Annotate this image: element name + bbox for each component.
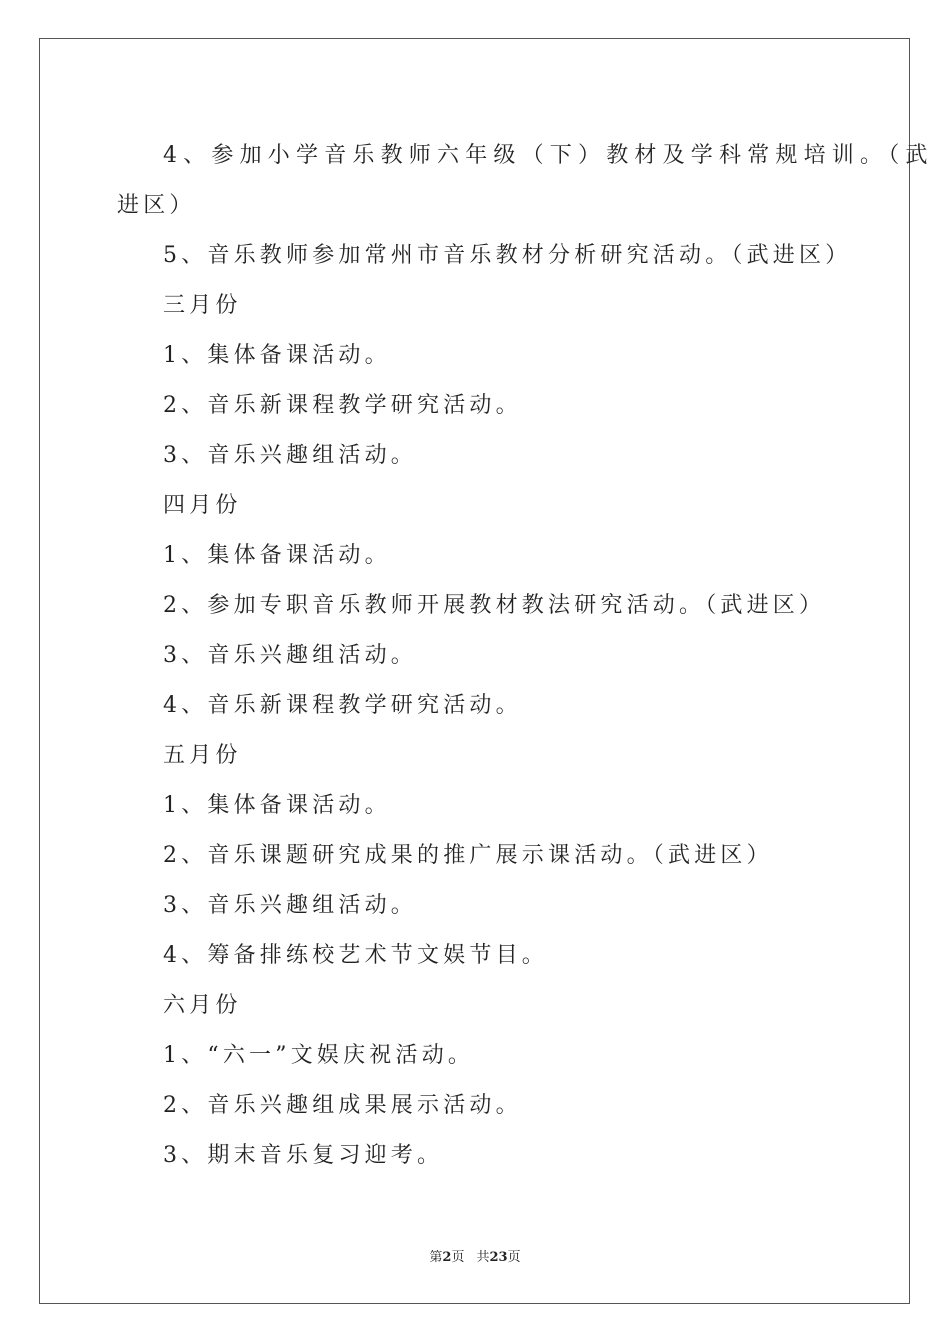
list-item: 1、集体备课活动。 bbox=[163, 343, 391, 368]
list-item: 1、“六一”文娱庆祝活动。 bbox=[163, 1043, 475, 1068]
paragraph-line: 进区） bbox=[117, 193, 196, 218]
list-item: 3、音乐兴趣组活动。 bbox=[163, 443, 417, 468]
month-heading: 三月份 bbox=[163, 293, 242, 318]
total-pages: 23 bbox=[489, 1250, 508, 1265]
page-footer bbox=[0, 1246, 950, 1265]
month-heading: 六月份 bbox=[163, 993, 242, 1018]
list-item: 2、音乐兴趣组成果展示活动。 bbox=[163, 1093, 522, 1118]
total-prefix: 共 bbox=[476, 1250, 490, 1265]
month-heading: 四月份 bbox=[163, 493, 242, 518]
page-prefix: 第 bbox=[429, 1250, 443, 1265]
list-item: 4、音乐新课程教学研究活动。 bbox=[163, 693, 522, 718]
list-item: 3、期末音乐复习迎考。 bbox=[163, 1143, 444, 1168]
list-item: 2、音乐新课程教学研究活动。 bbox=[163, 393, 522, 418]
list-item: 2、参加专职音乐教师开展教材教法研究活动。（武进区） bbox=[163, 593, 826, 618]
page-number: 2 bbox=[442, 1250, 452, 1265]
page-suffix: 页 bbox=[451, 1250, 465, 1265]
list-item: 1、集体备课活动。 bbox=[163, 543, 391, 568]
list-item: 2、音乐课题研究成果的推广展示课活动。（武进区） bbox=[163, 843, 773, 868]
total-suffix: 页 bbox=[507, 1250, 521, 1265]
list-item: 3、音乐兴趣组活动。 bbox=[163, 643, 417, 668]
paragraph-line: 4、参加小学音乐教师六年级（下）教材及学科常规培训。（武 bbox=[163, 143, 934, 168]
month-heading: 五月份 bbox=[163, 743, 242, 768]
paragraph-line: 5、音乐教师参加常州市音乐教材分析研究活动。（武进区） bbox=[163, 243, 852, 268]
list-item: 4、筹备排练校艺术节文娱节目。 bbox=[163, 943, 548, 968]
document-body bbox=[117, 131, 934, 1181]
list-item: 3、音乐兴趣组活动。 bbox=[163, 893, 417, 918]
list-item: 1、集体备课活动。 bbox=[163, 793, 391, 818]
